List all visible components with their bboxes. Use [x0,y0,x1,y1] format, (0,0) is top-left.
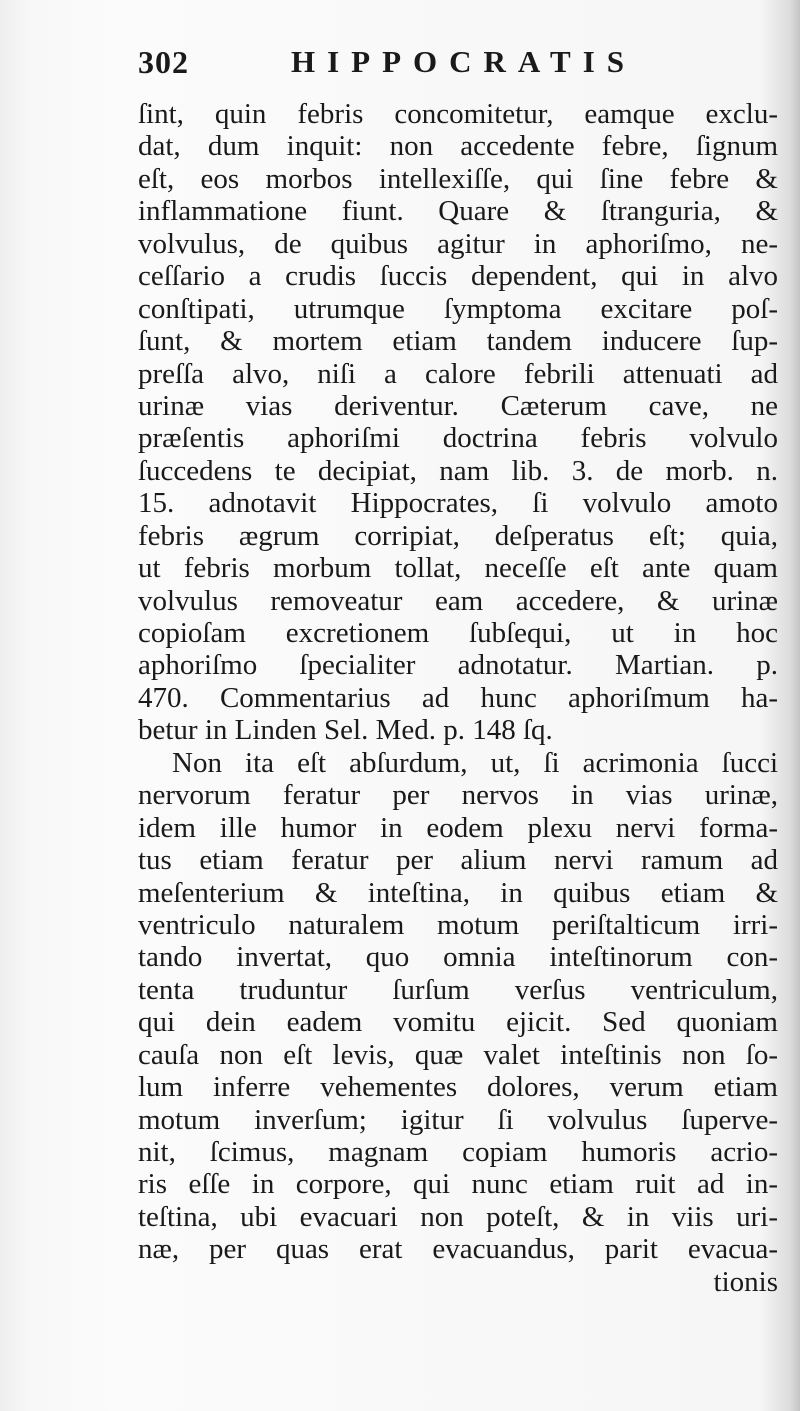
page-header [138,44,758,86]
text-line: 15. adnotavit Hippocrates, ſi volvulo amoto [138,487,778,520]
text-line: copioſam excretionem ſubſequi, ut in hoc [138,617,778,649]
text-line: lum inferre vehementes dolores, verum etiam [138,1071,778,1104]
text-line: tus etiam feratur per alium nervi ramum ad [138,844,778,877]
text-line: næ, per quas erat evacuandus, parit evacua- [138,1233,778,1266]
text-line: aphoriſmo ſpecialiter adnotatur. Martian. p. [138,649,778,682]
paragraph-start-line: Non ita eſt abſurdum, ut, ſi acrimonia ſucci [172,746,778,779]
text-line: ſunt, & mortem etiam tandem inducere ſup- [138,325,778,358]
text-line: tando invertat, quo omnia inteſtinorum con- [138,941,778,974]
text-line: præſentis aphoriſmi doctrina febris volvulo [138,422,778,455]
page-number: 302 [138,44,189,80]
text-line: ventriculo naturalem motum periſtalticum irri- [138,908,778,941]
text-line: teſtina, ubi evacuari non poteſt, & in viis uri- [138,1200,778,1233]
text-line: ris eſſe in corpore, qui nunc etiam ruit ad in- [138,1168,778,1201]
text-line: eſt, eos morbos intellexiſſe, qui ſine febre & [138,162,778,195]
text-line: ſuccedens te decipiat, nam lib. 3. de morb. n. [138,454,778,487]
text-line: ut febris morbum tollat, neceſſe eſt ante quam [138,552,778,585]
catchword: tionis [713,1265,778,1298]
text-line: nervorum feratur per nervos in vias urinæ, [138,779,778,812]
text-line: conſtipati, utrumque ſymptoma excitare poſ- [138,292,778,325]
text-line: dat, dum inquit: non accedente febre, ſignum [138,130,778,163]
text-line: tenta truduntur ſurſum verſus ventriculum, [138,973,778,1006]
text-line: ſint, quin febris concomitetur, eamque exclu- [138,98,778,130]
text-line: preſſa alvo, niſi a calore febrili attenuati ad [138,357,778,390]
text-line: cauſa non eſt levis, quæ valet inteſtinis non ſo- [138,1038,778,1071]
text-line: urinæ vias deriventur. Cæterum cave, ne [138,389,778,422]
text-line: ceſſario a crudis ſuccis dependent, qui in alvo [138,260,778,293]
text-line: motum inverſum; igitur ſi volvulus ſuperve- [138,1103,778,1136]
text-line: nit, ſcimus, magnam copiam humoris acrio- [138,1136,778,1168]
text-line: febris ægrum corripiat, deſperatus eſt; quia, [138,519,778,552]
paragraph-end-line: betur in Linden Sel. Med. p. 148 ſq. [138,714,553,747]
text-line: volvulus, de quibus agitur in aphoriſmo, ne- [138,227,778,260]
text-line: qui dein eadem vomitu ejicit. Sed quoniam [138,1006,778,1039]
running-head: HIPPOCRATIS [291,44,637,79]
body-text [138,98,778,1298]
text-line: idem ille humor in eodem plexu nervi forma- [138,811,778,844]
text-line: meſenterium & inteſtina, in quibus etiam & [138,876,778,909]
text-line: 470. Commentarius ad hunc aphoriſmum ha- [138,681,778,714]
text-line: volvulus removeatur eam accedere, & urinæ [138,584,778,617]
text-line: inflammatione fiunt. Quare & ſtranguria, & [138,195,778,228]
